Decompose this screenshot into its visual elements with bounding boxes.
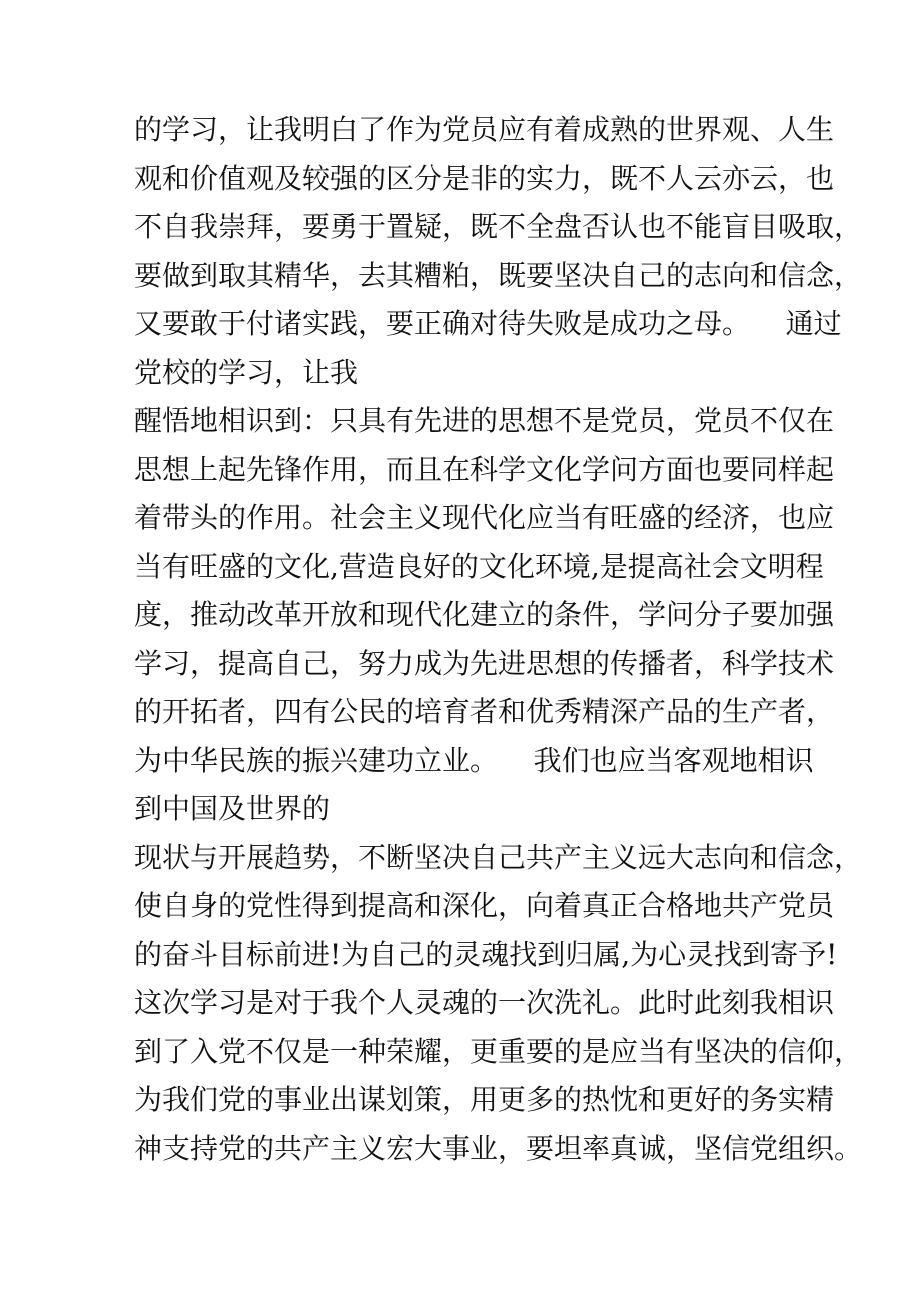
text-line-5: 又要敢于付诸实践，要正确对待失败是成功之母。 通过: [134, 307, 842, 340]
text-line-9: 着带头的作用。社会主义现代化应当有旺盛的经济，也应: [134, 501, 835, 534]
text-line-15: 到中国及世界的: [134, 792, 331, 825]
text-line-21: 为我们党的事业出谋划策，用更多的热忱和更好的务实精: [134, 1083, 835, 1116]
text-line-18: 的奋斗目标前进!为自己的灵魂找到归属,为心灵找到寄予!: [134, 937, 838, 971]
text-line-11: 度，推动改革开放和现代化建立的条件，学问分子要加强: [134, 598, 835, 631]
text-line-6: 党校的学习，让我: [134, 355, 359, 389]
text-line-1: 的学习，让我明白了作为党员应有着成熟的世界观、人生: [134, 113, 835, 146]
text-line-3: 不自我崇拜，要勇于置疑，既不全盘否认也不能盲目吸取，: [134, 210, 863, 243]
text-line-14: 为中华民族的振兴建功立业。 我们也应当客观地相识: [134, 743, 814, 777]
body-text: [134, 106, 863, 1173]
text-line-2: 观和价值观及较强的区分是非的实力，既不人云亦云，也: [134, 161, 835, 195]
text-line-19: 这次学习是对于我个人灵魂的一次洗礼。此时此刻我相识: [134, 986, 835, 1019]
text-line-8: 思想上起先锋作用，而且在科学文化学问方面也要同样起: [134, 452, 835, 486]
text-line-10: 当有旺盛的文化,营造良好的文化环境,是提高社会文明程: [134, 549, 824, 583]
text-line-7: 醒悟地相识到：只具有先进的思想不是党员，党员不仅在: [134, 404, 835, 437]
text-line-22: 神支持党的共产主义宏大事业，要坦率真诚，坚信党组织。: [134, 1131, 863, 1165]
text-line-4: 要做到取其精华，去其糟粕，既要坚决自己的志向和信念，: [134, 258, 863, 292]
text-line-13: 的开拓者，四有公民的培育者和优秀精深产品的生产者，: [134, 695, 835, 728]
text-line-12: 学习，提高自己，努力成为先进思想的传播者，科学技术: [134, 646, 835, 680]
text-line-16: 现状与开展趋势，不断坚决自己共产主义远大志向和信念，: [134, 840, 863, 874]
text-line-20: 到了入党不仅是一种荣耀，更重要的是应当有坚决的信仰，: [134, 1034, 863, 1068]
text-line-17: 使自身的党性得到提高和深化，向着真正合格地共产党员: [134, 889, 835, 922]
